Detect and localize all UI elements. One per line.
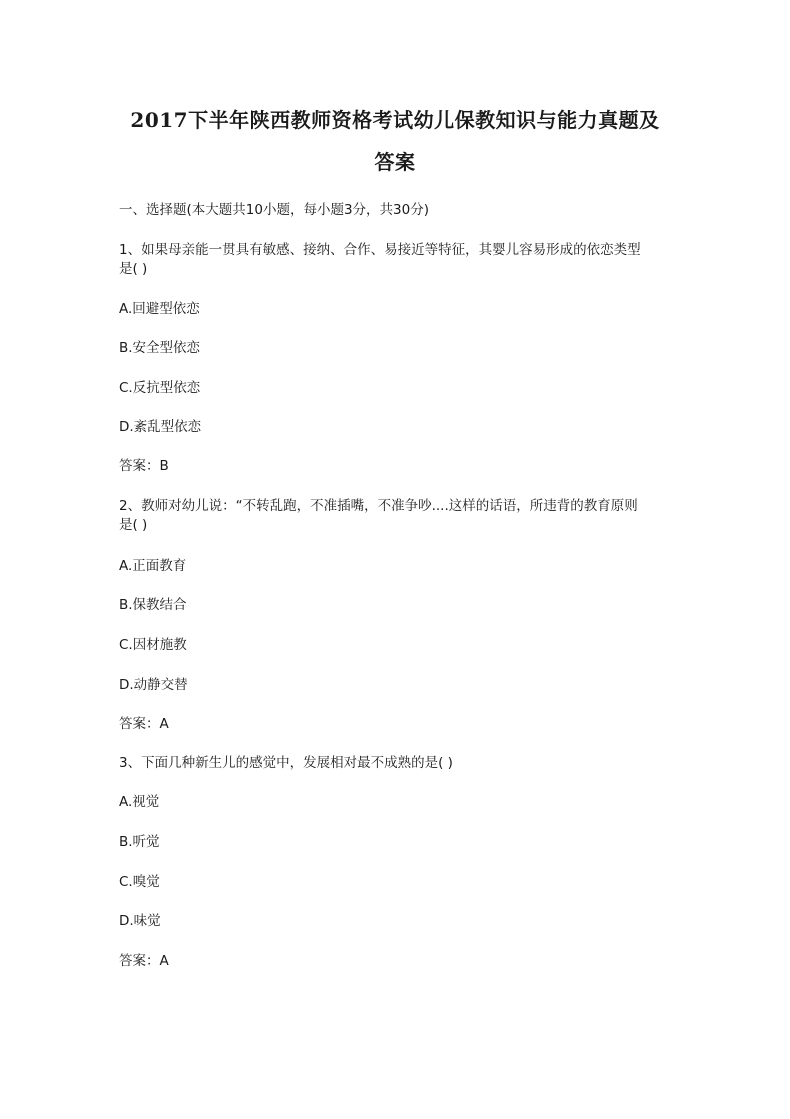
- question-3-option-d: D.味觉: [119, 913, 161, 929]
- question-3-option-c: C.嗅觉: [119, 874, 160, 890]
- question-3-stem-line-1: 3、下面几种新生儿的感觉中，发展相对最不成熟的是( ): [119, 755, 453, 771]
- question-2-stem-line-1: 2、教师对幼儿说：“不转乱跑，不准插嘴，不准争吵....这样的话语，所违背的教育原则: [119, 498, 638, 514]
- question-2-answer: 答案：A: [119, 716, 169, 732]
- question-1-option-b: B.安全型依恋: [119, 340, 201, 356]
- question-2-option-b: B.保教结合: [119, 597, 187, 613]
- question-3-option-b: B.听觉: [119, 834, 160, 850]
- question-1-stem-line-1: 1、如果母亲能一贯具有敏感、接纳、合作、易接近等特征，其婴儿容易形成的依恋类型: [119, 242, 641, 258]
- document-title-line-1: 2017下半年陕西教师资格考试幼儿保教知识与能力真题及: [130, 108, 660, 132]
- question-1-stem-line-2: 是( ): [119, 261, 148, 277]
- question-2-option-c: C.因材施教: [119, 637, 187, 653]
- question-1-option-c: C.反抗型依恋: [119, 380, 201, 396]
- question-2-stem-line-2: 是( ): [119, 517, 148, 533]
- section-heading: 一、选择题(本大题共10小题，每小题3分，共30分): [119, 202, 429, 218]
- question-3-answer: 答案：A: [119, 953, 169, 969]
- question-2-option-a: A.正面教育: [119, 558, 187, 574]
- question-3-option-a: A.视觉: [119, 794, 160, 810]
- question-1-option-d: D.紊乱型依恋: [119, 419, 202, 435]
- question-1-option-a: A.回避型依恋: [119, 301, 200, 317]
- question-2-option-d: D.动静交替: [119, 677, 188, 693]
- question-1-answer: 答案：B: [119, 458, 169, 474]
- document-title-line-2: 答案: [374, 150, 416, 174]
